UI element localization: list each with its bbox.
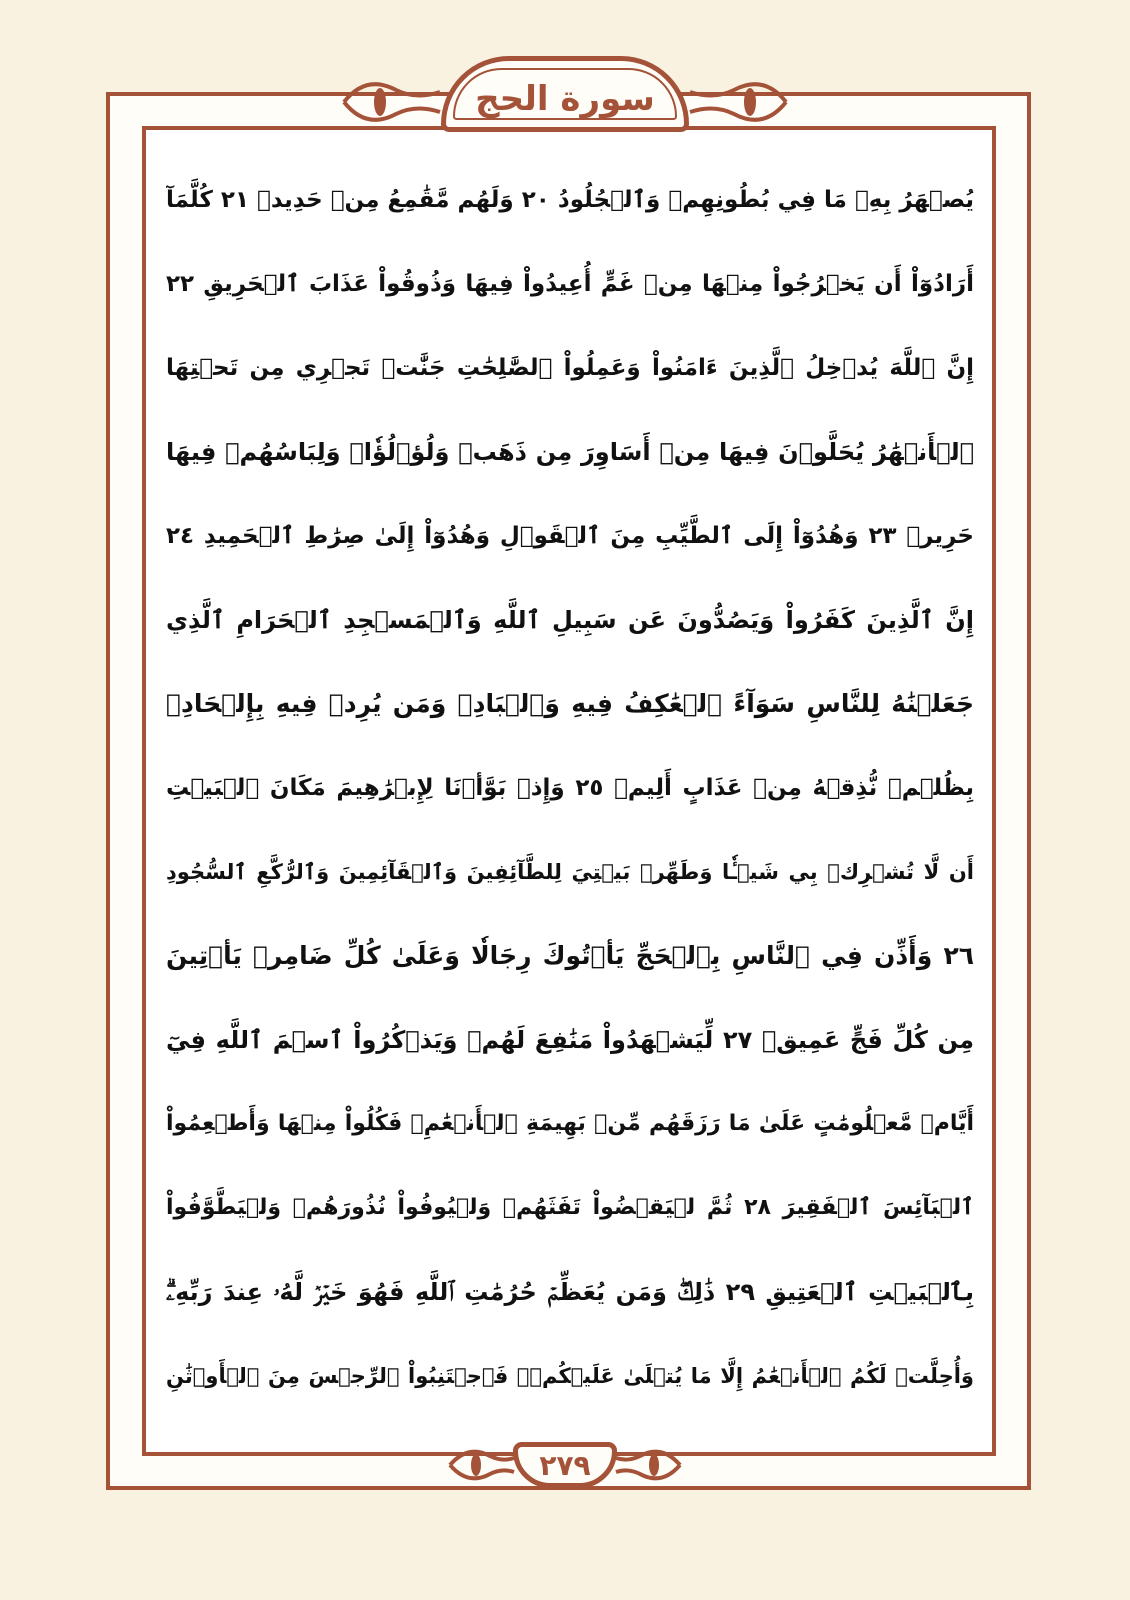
text-line: أَن لَّا تُشۡرِكۡ بِي شَيۡـٔٗا وَطَهِّرۡ بَيۡتِيَ لِلطَّآئِفِينَ وَٱلۡقَآئِمِينَ وَٱلرُّكَّعِ ٱلسُّجُودِ xyxy=(166,860,974,884)
quran-text-block xyxy=(166,158,974,1420)
text-line: جَعَلۡنَٰهُ لِلنَّاسِ سَوَآءً ٱلۡعَٰكِفُ فِيهِ وَٱلۡبَادِۚ وَمَن يُرِدۡ فِيهِ بِإِلۡحَادِۭ xyxy=(166,689,974,718)
page-number: ٢٧٩ xyxy=(539,1448,591,1482)
text-line: يُصۡهَرُ بِهِۦ مَا فِي بُطُونِهِمۡ وَٱلۡجُلُودُ ٢٠ وَلَهُم مَّقَٰمِعُ مِنۡ حَدِيدٖ ٢١ كُلَّمَآ xyxy=(166,187,974,213)
surah-title: سورة الحج xyxy=(475,79,655,119)
text-line: إِنَّ ٱلَّذِينَ كَفَرُواْ وَيَصُدُّونَ عَن سَبِيلِ ٱللَّهِ وَٱلۡمَسۡجِدِ ٱلۡحَرَامِ ٱلَّذِي xyxy=(166,606,974,634)
text-line: بِٱلۡبَيۡتِ ٱلۡعَتِيقِ ٢٩ ذَٰلِكَۖ وَمَن يُعَظِّمۡ حُرُمَٰتِ ٱللَّهِ فَهُوَ خَيۡرٞ لَّهُۥ عِندَ رَبِّهِۦۗ xyxy=(166,1278,974,1306)
text-line: بِظُلۡمٖ نُّذِقۡهُ مِنۡ عَذَابٍ أَلِيمٖ ٢٥ وَإِذۡ بَوَّأۡنَا لِإِبۡرَٰهِيمَ مَكَانَ ٱلۡبَيۡتِ xyxy=(166,775,974,801)
text-line: وَأُحِلَّتۡ لَكُمُ ٱلۡأَنۡعَٰمُ إِلَّا مَا يُتۡلَىٰ عَلَيۡكُمۡۖ فَٱجۡتَنِبُواْ ٱلرِّجۡسَ مِنَ ٱلۡأَوۡثَٰنِ xyxy=(166,1364,974,1388)
text-line: ٱلۡبَآئِسَ ٱلۡفَقِيرَ ٢٨ ثُمَّ لۡيَقۡضُواْ تَفَثَهُمۡ وَلۡيُوفُواْ نُذُورَهُمۡ وَلۡيَطَّوَّفُواْ xyxy=(166,1195,974,1220)
text-line: أَرَادُوٓاْ أَن يَخۡرُجُواْ مِنۡهَا مِنۡ غَمٍّ أُعِيدُواْ فِيهَا وَذُوقُواْ عَذَابَ ٱلۡحَرِيقِ ٢٢ xyxy=(166,271,974,297)
surah-title-cartouche xyxy=(441,56,689,132)
header-ornament-left-icon xyxy=(336,72,446,132)
header-ornament-right-icon xyxy=(684,72,794,132)
text-line: مِن كُلِّ فَجٍّ عَمِيقٖ ٢٧ لِّيَشۡهَدُواْ مَنَٰفِعَ لَهُمۡ وَيَذۡكُرُواْ ٱسۡمَ ٱللَّهِ فِيٓ xyxy=(166,1026,974,1054)
footer-ornament-right-icon xyxy=(612,1440,686,1490)
text-line: إِنَّ ٱللَّهَ يُدۡخِلُ ٱلَّذِينَ ءَامَنُواْ وَعَمِلُواْ ٱلصَّٰلِحَٰتِ جَنَّٰتٖ تَجۡرِي مِن تَحۡتِهَا xyxy=(166,355,974,381)
footer-ornament-left-icon xyxy=(444,1440,518,1490)
text-line: حَرِيرٞ ٢٣ وَهُدُوٓاْ إِلَى ٱلطَّيِّبِ مِنَ ٱلۡقَوۡلِ وَهُدُوٓاْ إِلَىٰ صِرَٰطِ ٱلۡحَمِيدِ ٢٤ xyxy=(166,523,974,549)
text-line: ٢٦ وَأَذِّن فِي ٱلنَّاسِ بِٱلۡحَجِّ يَأۡتُوكَ رِجَالٗا وَعَلَىٰ كُلِّ ضَامِرٖ يَأۡتِينَ xyxy=(166,941,974,970)
text-line: أَيَّامٖ مَّعۡلُومَٰتٍ عَلَىٰ مَا رَزَقَهُم مِّنۢ بَهِيمَةِ ٱلۡأَنۡعَٰمِۖ فَكُلُواْ مِنۡهَا وَأَطۡعِمُواْ xyxy=(166,1111,974,1136)
text-line: ٱلۡأَنۡهَٰرُ يُحَلَّوۡنَ فِيهَا مِنۡ أَسَاوِرَ مِن ذَهَبٖ وَلُؤۡلُؤٗاۖ وَلِبَاسُهُمۡ فِيهَا xyxy=(166,438,974,466)
